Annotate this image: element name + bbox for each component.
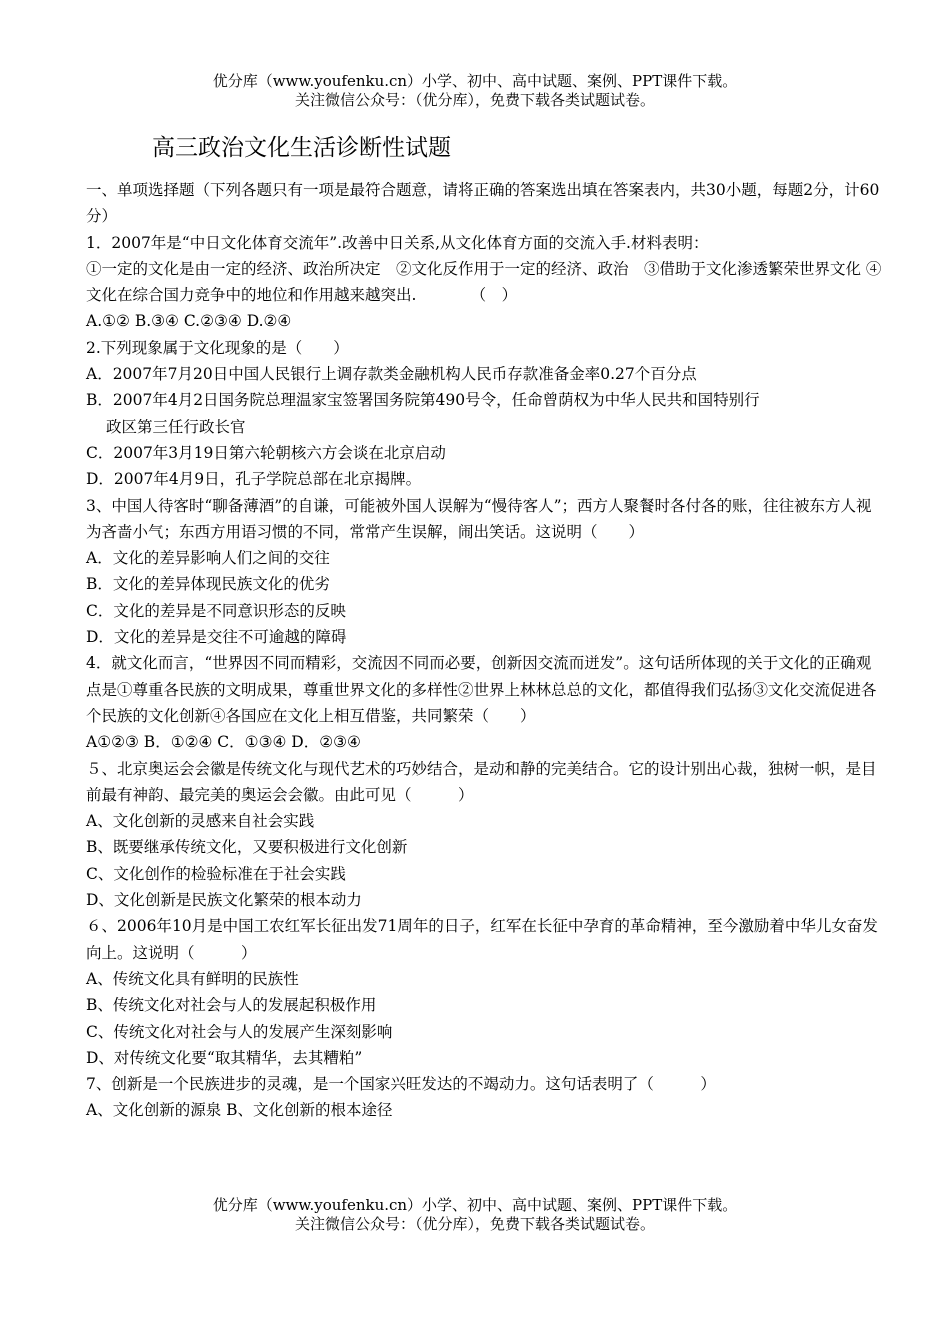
question-2-option-d: D．2007年4月9日，孔子学院总部在北京揭牌。 (86, 470, 422, 489)
section-heading: 一、单项选择题（下列各题只有一项是最符合题意，请将正确的答案选出填在答案表内，共30小题，每题2分，计60分） (86, 181, 880, 226)
question-6-option-a: A、传统文化具有鲜明的民族性 (86, 969, 299, 988)
question-2-option-c: C．2007年3月19日第六轮朝核六方会谈在北京启动 (86, 443, 446, 462)
question-3-option-d: D．文化的差异是交往不可逾越的障碍 (86, 628, 347, 647)
question-3-option-b: B．文化的差异体现民族文化的优劣 (86, 575, 330, 594)
question-4-options: A①②③ B．①②④ C．①③④ D．②③④ (86, 733, 361, 752)
question-5-option-b: B、既要继承传统文化，又要积极进行文化创新 (86, 838, 408, 857)
question-3-stem: 3、中国人待客时“聊备薄酒”的自谦，可能被外国人误解为“慢待客人”；西方人聚餐时各付各的账，往往被东方人视为吝啬小气；东西方用语习惯的不同，常常产生误解，闹出笑话。这说明（ ） (86, 496, 872, 541)
question-5-stem: ５、北京奥运会会徽是传统文化与现代艺术的巧妙结合，是动和静的完美结合。它的设计别出心裁，独树一帜，是目前最有神韵、最完美的奥运会会徽。由此可见（ ） (86, 759, 877, 804)
question-2-option-b-continued: 政区第三任行政长官 (106, 417, 246, 436)
question-5-option-d: D、文化创新是民族文化繁荣的根本动力 (86, 891, 362, 910)
question-5-option-a: A、文化创新的灵感来自社会实践 (86, 812, 315, 831)
question-6-option-b: B、传统文化对社会与人的发展起积极作用 (86, 996, 377, 1015)
question-3-option-c: C．文化的差异是不同意识形态的反映 (86, 601, 346, 620)
question-6-option-d: D、对传统文化要“取其精华，去其糟粕” (86, 1048, 363, 1067)
header-line-2: 关注微信公众号：（优分库），免费下载各类试题试卷。 (294, 91, 655, 109)
question-3-option-a: A．文化的差异影响人们之间的交往 (86, 549, 330, 568)
question-7-stem: 7、创新是一个民族进步的灵魂，是一个国家兴旺发达的不竭动力。这句话表明了（ ） (86, 1075, 716, 1094)
question-4-stem: 4．就文化而言，“世界因不同而精彩，交流因不同而必要，创新因交流而迸发”。这句话所体现的关于文化的正确观点是①尊重各民族的文明成果，尊重世界文化的多样性②世界上林林总总的文化，都值得我们弘扬③文化交流促进各个民族的文化创新④各国应在文化上相互借鉴，共同繁荣（ ） (86, 654, 877, 725)
footer-line-1: 优分库（www.youfenku.cn）小学、初中、高中试题、案例、PPT课件下载。 (212, 1196, 738, 1214)
page-header (0, 72, 950, 110)
question-2-stem: 2.下列现象属于文化现象的是（ ） (86, 338, 349, 357)
question-1-stem: 1．2007年是“中日文化体育交流年”.改善中日关系,从文化体育方面的交流入手.材料表明： (86, 233, 709, 252)
question-2-option-b: B．2007年4月2日国务院总理温家宝签署国务院第490号令，任命曾荫权为中华人民共和国特别行 (86, 391, 760, 410)
question-6-stem: ６、2006年10月是中国工农红军长征出发71周年的日子，红军在长征中孕育的革命精神，至今激励着中华儿女奋发向上。这说明（ ） (86, 917, 878, 962)
header-line-1: 优分库（www.youfenku.cn）小学、初中、高中试题、案例、PPT课件下载。 (212, 72, 738, 90)
question-7-options: A、文化创新的源泉 B、文化创新的根本途径 (86, 1101, 393, 1120)
question-5-option-c: C、文化创作的检验标准在于社会实践 (86, 864, 346, 883)
question-6-option-c: C、传统文化对社会与人的发展产生深刻影响 (86, 1022, 393, 1041)
question-1-options: A.①② B.③④ C.②③④ D.②④ (86, 312, 292, 331)
footer-line-2: 关注微信公众号：（优分库），免费下载各类试题试卷。 (294, 1215, 655, 1233)
document-title: 高三政治文化生活诊断性试题 (152, 135, 451, 161)
page-footer (0, 1196, 950, 1234)
document-body (86, 177, 886, 1124)
question-1-statements: ①一定的文化是由一定的经济、政治所决定 ②文化反作用于一定的经济、政治 ③借助于文化渗透繁荣世界文化 ④文化在综合国力竞争中的地位和作用越来越突出. （ ） (86, 259, 882, 305)
question-2-option-a: A．2007年7月20日中国人民银行上调存款类金融机构人民币存款准备金率0.27个百分点 (86, 365, 697, 384)
